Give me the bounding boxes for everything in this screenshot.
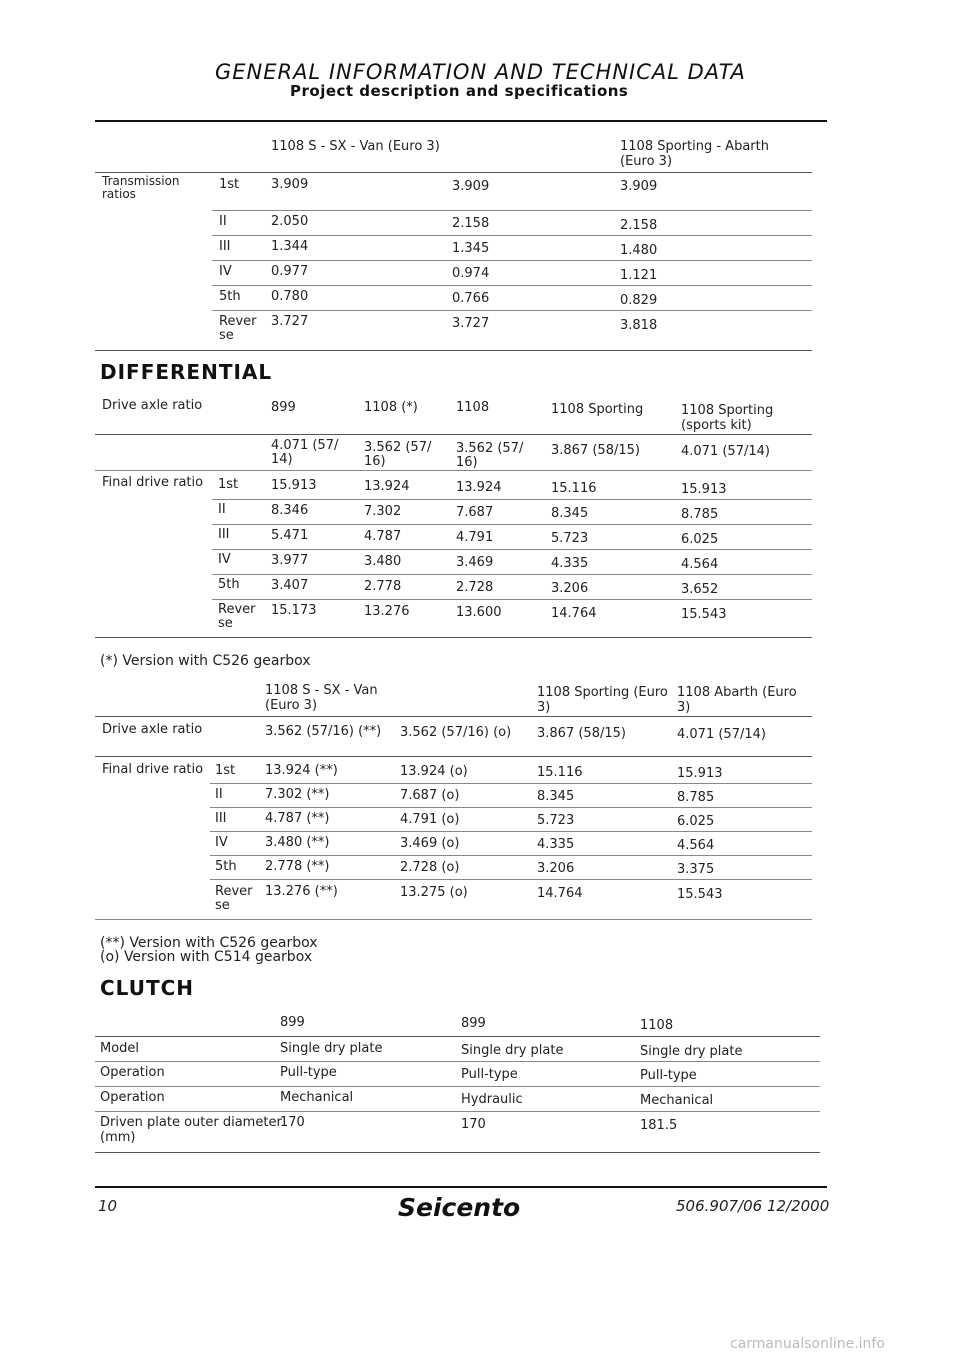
table-cell: 13.924 bbox=[456, 480, 502, 495]
row-label: ratios bbox=[102, 187, 136, 201]
table-cell: 2.778 (**) bbox=[265, 859, 330, 874]
table-cell: 13.924 bbox=[364, 479, 410, 494]
table-cell: 7.687 bbox=[456, 505, 494, 520]
table-cell: 7.302 (**) bbox=[265, 787, 330, 802]
table-cell: 15.173 bbox=[271, 603, 317, 618]
table-cell: 4.787 bbox=[364, 529, 402, 544]
gear-label: III bbox=[219, 239, 231, 254]
table-cell: 4.564 bbox=[681, 557, 719, 572]
document-reference: 506.907/06 12/2000 bbox=[676, 1197, 830, 1215]
table-cell: 15.543 bbox=[677, 887, 723, 902]
table-cell: 1.121 bbox=[620, 268, 658, 283]
gear-label: 1st bbox=[215, 763, 236, 778]
table-cell: Hydraulic bbox=[461, 1092, 523, 1107]
row-label: Final drive ratio bbox=[102, 762, 204, 777]
table-cell: 3.909 bbox=[452, 179, 490, 194]
gear-label: III bbox=[215, 811, 227, 826]
table-cell: 0.780 bbox=[271, 289, 309, 304]
section-heading: CLUTCH bbox=[100, 976, 195, 1000]
col-header: 1108 Sporting - Abarth bbox=[620, 139, 769, 154]
table-cell: 3.480 bbox=[364, 554, 402, 569]
col-header: (sports kit) bbox=[681, 418, 752, 433]
col-header: 1108 (*) bbox=[364, 400, 418, 415]
col-header: 899 bbox=[280, 1015, 305, 1030]
table-cell: 15.913 bbox=[271, 478, 317, 493]
table-cell: 2.158 bbox=[452, 216, 490, 231]
table-cell: 4.335 bbox=[551, 556, 589, 571]
table-cell: 8.785 bbox=[681, 507, 719, 522]
table-cell: 5.723 bbox=[537, 813, 575, 828]
table-cell: 3.562 (57/ bbox=[456, 441, 524, 456]
table-cell: 3.562 (57/ bbox=[364, 440, 432, 455]
table-cell: 0.829 bbox=[620, 293, 658, 308]
col-header: 3) bbox=[677, 700, 691, 715]
col-header: 899 bbox=[271, 400, 296, 415]
row-label: Driven plate outer diameter bbox=[100, 1115, 282, 1130]
table-cell: 4.335 bbox=[537, 837, 575, 852]
table-cell: 13.924 (o) bbox=[400, 764, 468, 779]
table-cell: 16) bbox=[456, 455, 478, 470]
table-cell: Pull-type bbox=[640, 1068, 697, 1083]
footnote: (**) Version with C526 gearbox bbox=[100, 935, 318, 951]
table-cell: 13.276 (**) bbox=[265, 884, 338, 899]
table-cell: 14.764 bbox=[551, 606, 597, 621]
table-cell: Single dry plate bbox=[461, 1043, 564, 1058]
row-label: Final drive ratio bbox=[102, 475, 204, 490]
table-cell: 2.158 bbox=[620, 218, 658, 233]
table-cell: 3.652 bbox=[681, 582, 719, 597]
table-cell: 4.787 (**) bbox=[265, 811, 330, 826]
table-cell: 13.600 bbox=[456, 605, 502, 620]
row-label: Operation bbox=[100, 1090, 165, 1105]
row-label: Drive axle ratio bbox=[102, 722, 203, 737]
table-cell: 3.909 bbox=[271, 177, 309, 192]
col-header: (Euro 3) bbox=[620, 154, 673, 169]
col-header: 1108 Sporting bbox=[681, 403, 774, 418]
table-cell: 8.785 bbox=[677, 790, 715, 805]
gear-label: 5th bbox=[215, 859, 237, 874]
table-cell: 14.764 bbox=[537, 886, 583, 901]
row-label: Transmission bbox=[102, 174, 180, 188]
gear-label: se bbox=[218, 616, 233, 631]
col-header: 1108 S - SX - Van (Euro 3) bbox=[271, 139, 440, 154]
table-cell: 15.543 bbox=[681, 607, 727, 622]
page-subtitle: Project description and specifications bbox=[290, 82, 629, 100]
table-cell: 8.346 bbox=[271, 503, 309, 518]
table-cell: 0.974 bbox=[452, 266, 490, 281]
gear-label: IV bbox=[215, 835, 228, 850]
table-cell: 4.071 (57/ bbox=[271, 438, 339, 453]
gear-label: Rever bbox=[219, 314, 257, 329]
table-cell: 6.025 bbox=[681, 532, 719, 547]
table-cell: 15.913 bbox=[681, 482, 727, 497]
table-cell: 1.344 bbox=[271, 239, 309, 254]
gear-label: II bbox=[218, 502, 226, 517]
table-cell: 4.071 (57/14) bbox=[677, 727, 766, 742]
footnote: (o) Version with C514 gearbox bbox=[100, 949, 313, 965]
table-cell: 15.116 bbox=[551, 481, 597, 496]
table-cell: 16) bbox=[364, 454, 386, 469]
table-cell: 3.727 bbox=[452, 316, 490, 331]
table-cell: 170 bbox=[461, 1117, 486, 1132]
page-title: GENERAL INFORMATION AND TECHNICAL DATA bbox=[215, 60, 746, 84]
table-cell: 3.469 bbox=[456, 555, 494, 570]
gear-label: II bbox=[219, 214, 227, 229]
table-cell: 4.071 (57/14) bbox=[681, 444, 770, 459]
table-cell: 8.345 bbox=[537, 789, 575, 804]
row-label: Drive axle ratio bbox=[102, 398, 203, 413]
gear-label: II bbox=[215, 787, 223, 802]
table-cell: 3.867 (58/15) bbox=[537, 726, 626, 741]
table-cell: Mechanical bbox=[280, 1090, 354, 1105]
table-cell: 3.818 bbox=[620, 318, 658, 333]
table-cell: 0.766 bbox=[452, 291, 490, 306]
table-cell: 1.480 bbox=[620, 243, 658, 258]
table-cell: 4.564 bbox=[677, 838, 715, 853]
brand-name: Seicento bbox=[398, 1193, 521, 1222]
table-cell: 5.471 bbox=[271, 528, 309, 543]
col-header: 1108 bbox=[456, 400, 490, 415]
table-cell: 3.909 bbox=[620, 179, 658, 194]
table-cell: 170 bbox=[280, 1115, 305, 1130]
table-cell: 8.345 bbox=[551, 506, 589, 521]
section-heading: DIFFERENTIAL bbox=[100, 360, 273, 384]
table-cell: 1.345 bbox=[452, 241, 490, 256]
table-cell: 4.791 (o) bbox=[400, 812, 460, 827]
gear-label: IV bbox=[219, 264, 232, 279]
gear-label: III bbox=[218, 527, 230, 542]
page-number: 10 bbox=[98, 1197, 118, 1215]
table-cell: Pull-type bbox=[461, 1067, 518, 1082]
table-cell: 3.375 bbox=[677, 862, 715, 877]
col-header: 1108 Abarth (Euro bbox=[677, 685, 797, 700]
col-header: 1108 Sporting bbox=[551, 402, 644, 417]
gear-label: 1st bbox=[218, 477, 239, 492]
row-label: Model bbox=[100, 1041, 140, 1056]
table-cell: 2.728 bbox=[456, 580, 494, 595]
watermark: carmanualsonline.info bbox=[730, 1336, 885, 1352]
gear-label: 5th bbox=[218, 577, 240, 592]
gear-label: 5th bbox=[219, 289, 241, 304]
table-cell: 4.791 bbox=[456, 530, 494, 545]
table-cell: 15.913 bbox=[677, 766, 723, 781]
table-cell: 2.728 (o) bbox=[400, 860, 460, 875]
row-label: Operation bbox=[100, 1065, 165, 1080]
col-header: (Euro 3) bbox=[265, 698, 318, 713]
table-cell: 3.562 (57/16) (**) bbox=[265, 724, 382, 739]
table-cell: 3.480 (**) bbox=[265, 835, 330, 850]
table-cell: 3.867 (58/15) bbox=[551, 443, 640, 458]
table-cell: 13.924 (**) bbox=[265, 763, 338, 778]
col-header: 1108 Sporting (Euro bbox=[537, 685, 668, 700]
col-header: 1108 S - SX - Van bbox=[265, 683, 378, 698]
table-cell: 3.407 bbox=[271, 578, 309, 593]
table-cell: 0.977 bbox=[271, 264, 309, 279]
gear-label: se bbox=[219, 328, 234, 343]
row-label: (mm) bbox=[100, 1130, 136, 1145]
table-cell: 2.050 bbox=[271, 214, 309, 229]
table-cell: 13.275 (o) bbox=[400, 885, 468, 900]
gear-label: Rever bbox=[218, 602, 256, 617]
table-cell: 6.025 bbox=[677, 814, 715, 829]
col-header: 1108 bbox=[640, 1018, 674, 1033]
footnote: (*) Version with C526 gearbox bbox=[100, 653, 311, 669]
table-cell: 3.206 bbox=[551, 581, 589, 596]
table-cell: 15.116 bbox=[537, 765, 583, 780]
gear-label: se bbox=[215, 898, 230, 913]
footer-rule bbox=[95, 1186, 827, 1188]
gear-label: IV bbox=[218, 552, 231, 567]
gear-label: Rever bbox=[215, 884, 253, 899]
table-cell: 7.302 bbox=[364, 504, 402, 519]
table-cell: 3.727 bbox=[271, 314, 309, 329]
table-cell: 181.5 bbox=[640, 1118, 678, 1133]
table-cell: Single dry plate bbox=[640, 1044, 743, 1059]
table-cell: 3.562 (57/16) (o) bbox=[400, 725, 512, 740]
table-cell: 3.469 (o) bbox=[400, 836, 460, 851]
table-cell: Pull-type bbox=[280, 1065, 337, 1080]
table-cell: 3.977 bbox=[271, 553, 309, 568]
table-cell: Mechanical bbox=[640, 1093, 714, 1108]
col-header: 3) bbox=[537, 700, 551, 715]
col-header: 899 bbox=[461, 1016, 486, 1031]
table-cell: 13.276 bbox=[364, 604, 410, 619]
gear-label: 1st bbox=[219, 177, 240, 192]
table-cell: Single dry plate bbox=[280, 1041, 383, 1056]
table-cell: 14) bbox=[271, 452, 293, 467]
table-cell: 5.723 bbox=[551, 531, 589, 546]
table-cell: 7.687 (o) bbox=[400, 788, 460, 803]
table-cell: 3.206 bbox=[537, 861, 575, 876]
header-rule bbox=[95, 120, 827, 122]
table-cell: 2.778 bbox=[364, 579, 402, 594]
